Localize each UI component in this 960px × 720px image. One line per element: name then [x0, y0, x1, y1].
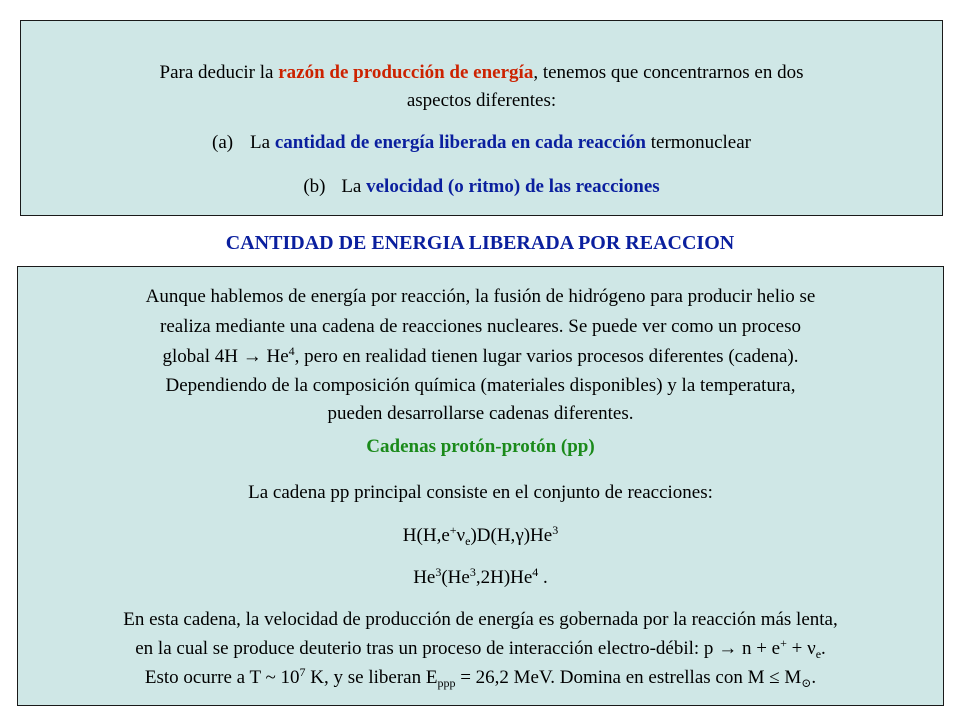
superscript: 3 [552, 523, 559, 537]
content-panel [17, 266, 944, 706]
item-a [21, 132, 942, 154]
text: . [811, 667, 817, 688]
pp-intro: La cadena pp principal consiste en el conjunto de reacciones: [248, 482, 713, 503]
paragraph-line: Dependiendo de la composición química (materiales disponibles) y la temperatura, [165, 375, 796, 396]
paragraph-line [18, 346, 943, 368]
gamma-symbol: γ [515, 525, 524, 546]
nu-symbol: ν [807, 638, 816, 659]
intro-line-2: aspectos diferentes: [406, 90, 557, 111]
text: n + e [737, 638, 781, 659]
tilde-symbol: ~ [265, 667, 276, 688]
superscript: 3 [435, 565, 442, 579]
item-b-highlight: velocidad (o ritmo) de las reacciones [366, 176, 660, 197]
sun-symbol: ⊙ [801, 676, 812, 690]
text: M [779, 667, 802, 688]
text: = 26,2 MeV. Domina en estrellas con M [455, 667, 770, 688]
intro-panel [20, 20, 943, 216]
paragraph-line: realiza mediante una cadena de reacciones nucleares. Se puede ver como un proceso [160, 316, 801, 337]
section-heading: CANTIDAD DE ENERGIA LIBERADA POR REACCION [225, 232, 735, 254]
text: (He [441, 567, 470, 588]
highlight-energy-rate: razón de producción de energía [278, 62, 534, 83]
superscript: + [449, 523, 457, 537]
text: )He [523, 525, 553, 546]
text: global 4H [162, 346, 243, 367]
item-a-highlight: cantidad de energía liberada en cada reacción [274, 132, 646, 153]
superscript: + [780, 636, 787, 650]
subheading-pp-chains: Cadenas protón-protón (pp) [366, 436, 595, 457]
intro-line-1 [21, 62, 942, 84]
text: K, y se liberan E [305, 667, 438, 688]
nu-symbol: ν [456, 525, 466, 546]
paragraph-line [18, 638, 943, 660]
le-symbol: ≤ [769, 667, 780, 688]
reaction-1 [18, 525, 943, 547]
text: H(H,e [402, 525, 450, 546]
text: en la cual se produce deuterio tras un proceso de interacción electro-débil: p [135, 638, 719, 659]
item-a-label: (a) [212, 132, 234, 153]
text: 10 [275, 667, 300, 688]
text: He [413, 567, 436, 588]
text: . [821, 638, 826, 659]
reaction-2 [18, 567, 943, 589]
item-b-text: La [341, 176, 367, 197]
item-b-label: (b) [303, 176, 326, 197]
item-a-text: La [250, 132, 275, 153]
subscript: ppp [437, 676, 456, 690]
text: )D(H, [470, 525, 516, 546]
paragraph-line: pueden desarrollarse cadenas diferentes. [327, 403, 634, 424]
text: Esto ocurre a T [144, 667, 266, 688]
superscript: 4 [532, 565, 539, 579]
paragraph-line: Aunque hablemos de energía por reacción, la fusión de hidrógeno para producir helio se [145, 286, 816, 307]
text: + [786, 638, 808, 659]
text: He [261, 346, 289, 367]
text: , pero en realidad tienen lugar varios procesos diferentes (cadena). [294, 346, 799, 367]
text: . [538, 567, 548, 588]
paragraph-line: En esta cadena, la velocidad de producción de energía es gobernada por la reacción más lenta, [123, 609, 838, 630]
subscript: e [815, 647, 822, 661]
item-a-text: termonuclear [646, 132, 751, 153]
text: ,2H)He [475, 567, 533, 588]
arrow-symbol: → [718, 638, 738, 659]
arrow-symbol: → [242, 346, 262, 367]
item-b [21, 176, 942, 198]
subscript: e [465, 534, 471, 548]
superscript: 7 [299, 665, 306, 679]
paragraph-line [18, 667, 943, 689]
intro-text: Para deducir la [159, 62, 279, 83]
superscript: 4 [288, 344, 295, 358]
superscript: 3 [469, 565, 476, 579]
intro-text: , tenemos que concentrarnos en dos [533, 62, 804, 83]
